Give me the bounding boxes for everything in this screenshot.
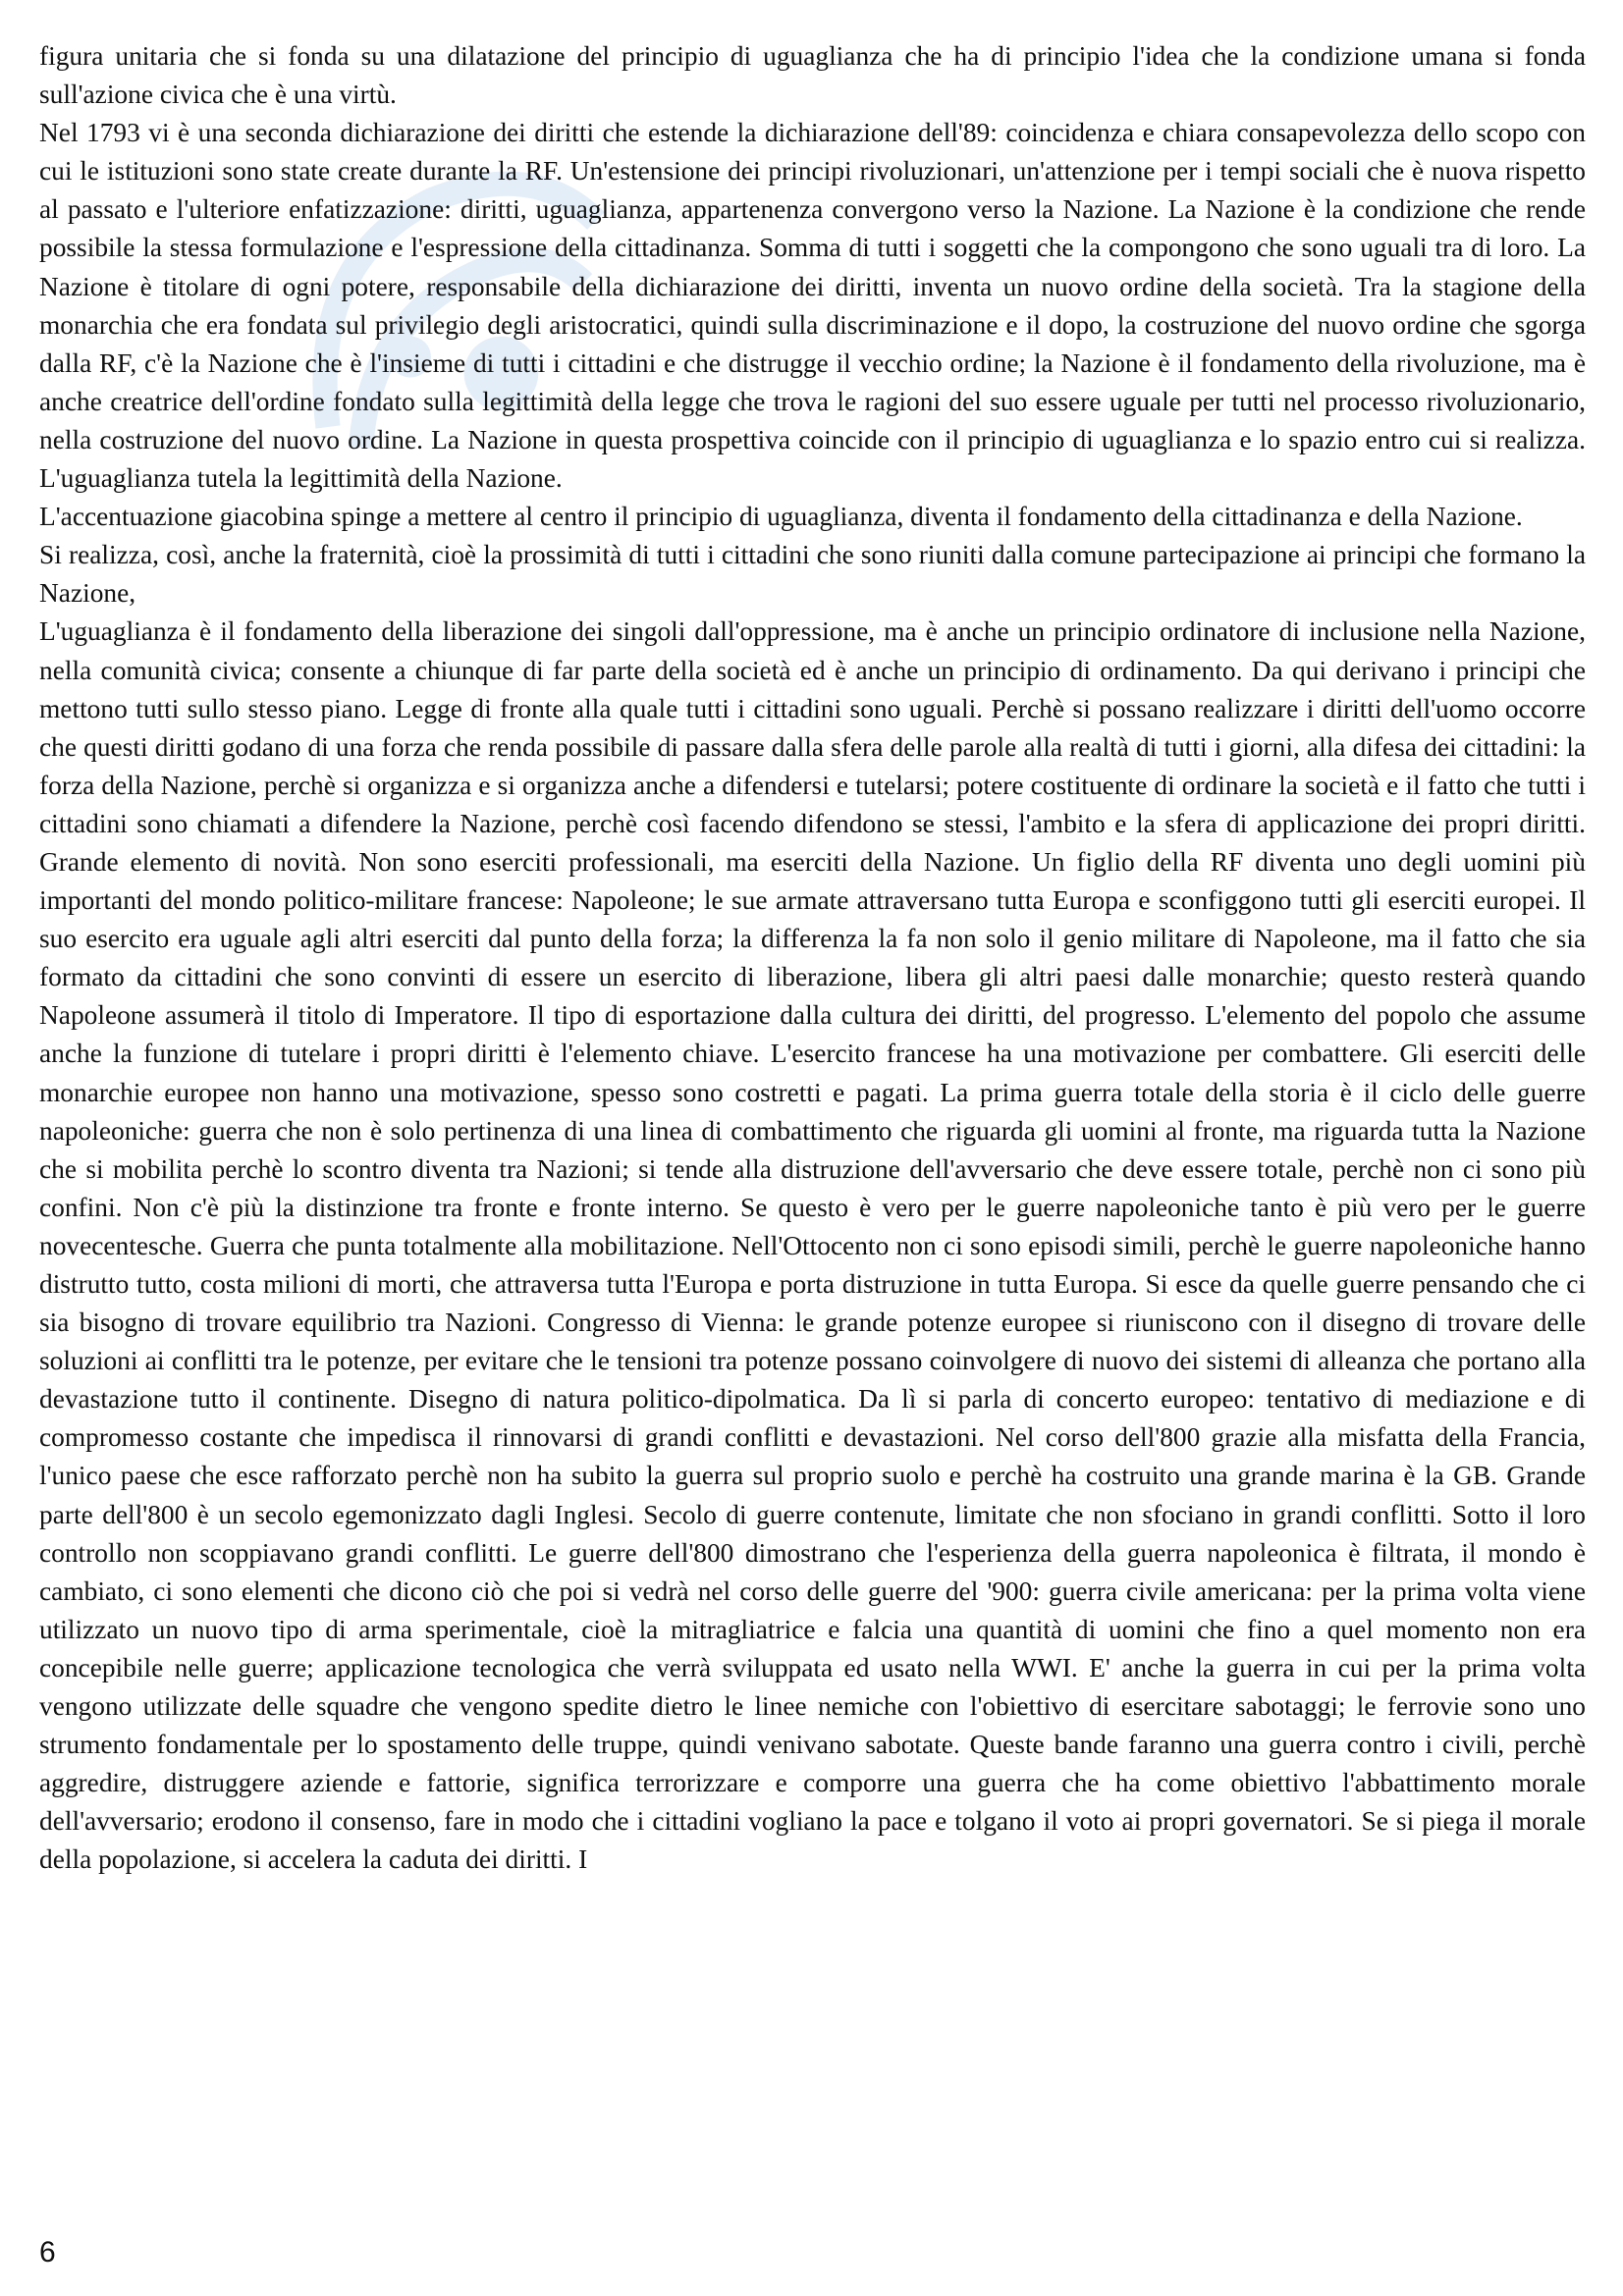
document-body [39, 37, 1586, 1880]
paragraph: Nel 1793 vi è una seconda dichiarazione dei diritti che estende la dichiarazione dell'89: coincidenza e chiara consapevolezza dello scopo con cui le istituzioni sono state create durante la RF. Un'estensione dei principi rivoluzionari, un'attenzione per i tempi sociali che è nuova rispetto al passato e l'ulteriore enfatizzazione: diritti, uguaglianza, appartenenza convergono verso la Nazione. La Nazione è la condizione che rende possibile la stessa formulazione e l'espressione della cittadinanza. Somma di tutti i soggetti che la compongono che sono uguali tra di loro. La Nazione è titolare di ogni potere, responsabile della dichiarazione dei diritti, inventa un nuovo ordine della società. Tra la stagione della monarchia che era fondata sul privilegio degli aristocratici, quindi sulla discriminazione e il dopo, la costruzione del nuovo ordine che sgorga dalla RF, c'è la Nazione che è l'insieme di tutti i cittadini e che distrugge il vecchio ordine; la Nazione è il fondamento della rivoluzione, ma è anche creatrice dell'ordine fondato sulla legittimità della legge che trova le ragioni del suo essere uguale per tutti nel processo rivoluzionario, nella costruzione del nuovo ordine. La Nazione in questa prospettiva coincide con il principio di uguaglianza e lo spazio entro cui si realizza. L'uguaglianza tutela la legittimità della Nazione. [39, 118, 1586, 494]
page-number: 6 [39, 2236, 56, 2269]
paragraph: L'uguaglianza è il fondamento della liberazione dei singoli dall'oppressione, ma è anche un principio ordinatore di inclusione nella Nazione, nella comunità civica; consente a chiunque di far parte della società ed è anche un principio di ordinamento. Da qui derivano i principi che mettono tutti sullo stesso piano. Legge di fronte alla quale tutti i cittadini sono uguali. Perchè si possano realizzare i diritti dell'uomo occorre che questi diritti godano di una forza che renda possibile di passare dalla sfera delle parole alla realtà di tutti i giorni, alla difesa dei cittadini: la forza della Nazione, perchè si organizza e si organizza anche a difendersi e tutelarsi; potere costituente di ordinare la società e il fatto che tutti i cittadini sono chiamati a difendere la Nazione, perchè così facendo difendono se stessi, l'ambito e la sfera di applicazione dei propri diritti. Grande elemento di novità. Non sono eserciti professionali, ma eserciti della Nazione. Un figlio della RF diventa uno degli uomini più importanti del mondo politico-militare francese: Napoleone; le sue armate attraversano tutta Europa e sconfiggono tutti gli eserciti europei. Il suo esercito era uguale agli altri eserciti dal punto della forza; la differenza la fa non solo il genio militare di Napoleone, ma il fatto che sia formato da cittadini che sono convinti di essere un esercito di liberazione, libera gli altri paesi dalle monarchie; questo resterà quando Napoleone assumerà il titolo di Imperatore. Il tipo di esportazione dalla cultura dei diritti, del progresso. L'elemento del popolo che assume anche la funzione di tutelare i propri diritti è l'elemento chiave. L'esercito francese ha una motivazione per combattere. Gli eserciti delle monarchie europee non hanno una motivazione, spesso sono costretti e pagati. La prima guerra totale della storia è il ciclo delle guerre napoleoniche: guerra che non è solo pertinenza di una linea di combattimento che riguarda gli uomini al fronte, ma riguarda tutta la Nazione che si mobilita perchè lo scontro diventa tra Nazioni; si tende alla distruzione dell'avversario che deve essere totale, perchè non ci sono più confini. Non c'è più la distinzione tra fronte e fronte interno. Se questo è vero per le guerre napoleoniche tanto è più vero per le guerre novecentesche. Guerra che punta totalmente alla mobilitazione. Nell'Ottocento non ci sono episodi simili, perchè le guerre napoleoniche hanno distrutto tutto, costa milioni di morti, che attraversa tutta l'Europa e porta distruzione in tutta Europa. Si esce da quelle guerre pensando che ci sia bisogno di trovare equilibrio tra Nazioni. Congresso di Vienna: le grande potenze europee si riuniscono con il disegno di trovare delle soluzioni ai conflitti tra le potenze, per evitare che le tensioni tra potenze possano coinvolgere di nuovo dei sistemi di alleanza che portano alla devastazione tutto il continente. Disegno di natura politico-dipolmatica. Da lì si parla di concerto europeo: tentativo di mediazione e di compromesso costante che impedisca il rinnovarsi di grandi conflitti e devastazioni. Nel corso dell'800 grazie alla misfatta della Francia, l'unico paese che esce rafforzato perchè non ha subito la guerra sul proprio suolo e perchè ha costruito una grande marina è la GB. Grande parte dell'800 è un secolo egemonizzato dagli Inglesi. Secolo di guerre contenute, limitate che non sfociano in grandi conflitti. Sotto il loro controllo non scoppiavano grandi conflitti. Le guerre dell'800 dimostrano che l'esperienza della guerra napoleonica è filtrata, il mondo è cambiato, ci sono elementi che dicono ciò che poi si vedrà nel corso delle guerre del '900: guerra civile americana: per la prima volta viene utilizzato un nuovo tipo di arma sperimentale, cioè la mitragliatrice e falcia una quantità di uomini che fino a quel momento non era concepibile nelle guerre; applicazione tecnologica che verrà sviluppata ed usato nella WWI. E' anche la guerra in cui per la prima volta vengono utilizzate delle squadre che vengono spedite dietro le linee nemiche con l'obiettivo di esercitare sabotaggi; le ferrovie sono uno strumento fondamentale per lo spostamento delle truppe, quindi venivano sabotate. Queste bande faranno una guerra contro i civili, perchè aggredire, distruggere aziende e fattorie, significa terrorizzare e comporre una guerra che ha come obiettivo l'abbattimento morale dell'avversario; erodono il consenso, fare in modo che i cittadini vogliano la pace e tolgano il voto ai propri governatori. Se si piega il morale della popolazione, si accelera la caduta dei diritti. I [39, 616, 1586, 1875]
paragraph: figura unitaria che si fonda su una dilatazione del principio di uguaglianza che ha di principio l'idea che la condizione umana si fonda sull'azione civica che è una virtù. [39, 41, 1586, 110]
paragraph: Si realizza, così, anche la fraternità, cioè la prossimità di tutti i cittadini che sono riuniti dalla comune partecipazione ai principi che formano la Nazione, [39, 540, 1586, 609]
paragraph: L'accentuazione giacobina spinge a mettere al centro il principio di uguaglianza, diventa il fondamento della cittadinanza e della Nazione. [39, 502, 1523, 532]
